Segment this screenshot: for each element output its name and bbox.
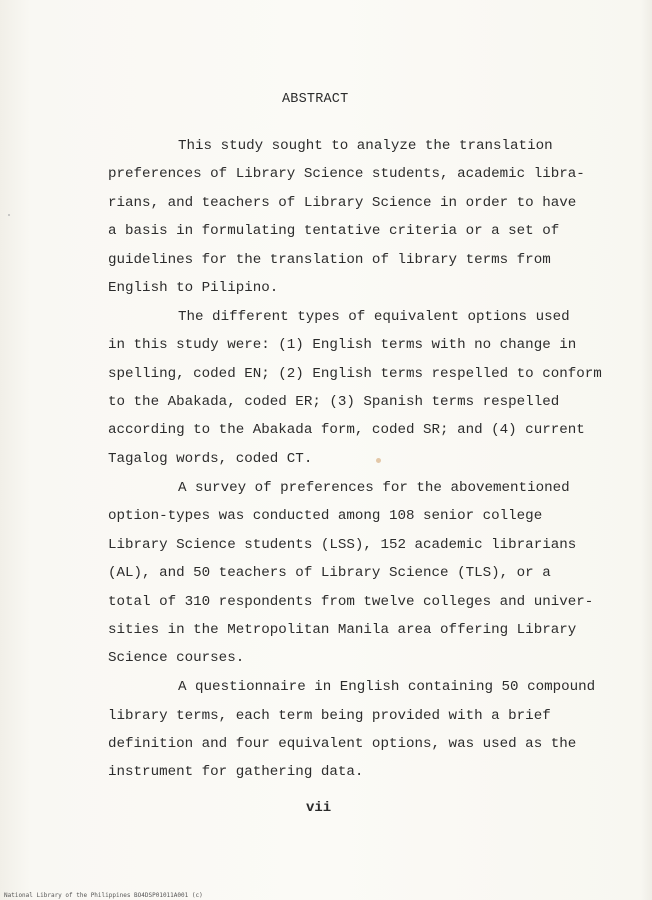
paragraph-3-line-1: A survey of preferences for the abovementioned — [178, 480, 570, 496]
paragraph-2-line-5: according to the Abakada form, coded SR; and (4) current — [108, 422, 585, 438]
scan-speck — [8, 214, 10, 216]
paragraph-2-line-4: to the Abakada, coded ER; (3) Spanish terms respelled — [108, 394, 560, 410]
paragraph-1-line-4: a basis in formulating tentative criteria or a set of — [108, 223, 560, 239]
paragraph-2-line-6: Tagalog words, coded CT. — [108, 451, 313, 467]
paragraph-3-line-7: Science courses. — [108, 650, 245, 666]
page-number: vii — [306, 800, 332, 816]
abstract-heading: ABSTRACT — [282, 92, 349, 107]
paragraph-3-line-2: option-types was conducted among 108 senior college — [108, 508, 543, 524]
paragraph-4-line-4: instrument for gathering data. — [108, 764, 364, 780]
paragraph-4-line-1: A questionnaire in English containing 50 compound — [178, 679, 596, 695]
paragraph-3-line-5: total of 310 respondents from twelve colleges and univer- — [108, 594, 594, 610]
paragraph-2-line-3: spelling, coded EN; (2) English terms respelled to conform — [108, 366, 602, 382]
paragraph-4-line-3: definition and four equivalent options, was used as the — [108, 736, 577, 752]
paragraph-2-line-1: The different types of equivalent options used — [178, 309, 570, 325]
paragraph-1-line-3: rians, and teachers of Library Science in order to have — [108, 195, 577, 211]
paragraph-1-line-6: English to Pilipino. — [108, 280, 279, 296]
paragraph-4-line-2: library terms, each term being provided with a brief — [108, 708, 551, 724]
scan-footer: National Library of the Philippines BO4DSP01011A001 (c) — [4, 892, 203, 899]
paragraph-3-line-4: (AL), and 50 teachers of Library Science (TLS), or a — [108, 565, 551, 581]
paragraph-2-line-2: in this study were: (1) English terms with no change in — [108, 337, 577, 353]
paragraph-1-line-2: preferences of Library Science students, academic libra- — [108, 166, 585, 182]
paragraph-1-line-5: guidelines for the translation of library terms from — [108, 252, 551, 268]
paragraph-1-line-1: This study sought to analyze the translation — [178, 138, 553, 154]
paragraph-3-line-6: sities in the Metropolitan Manila area offering Library — [108, 622, 577, 638]
paragraph-3-line-3: Library Science students (LSS), 152 academic librarians — [108, 537, 577, 553]
scan-speck — [376, 458, 381, 463]
